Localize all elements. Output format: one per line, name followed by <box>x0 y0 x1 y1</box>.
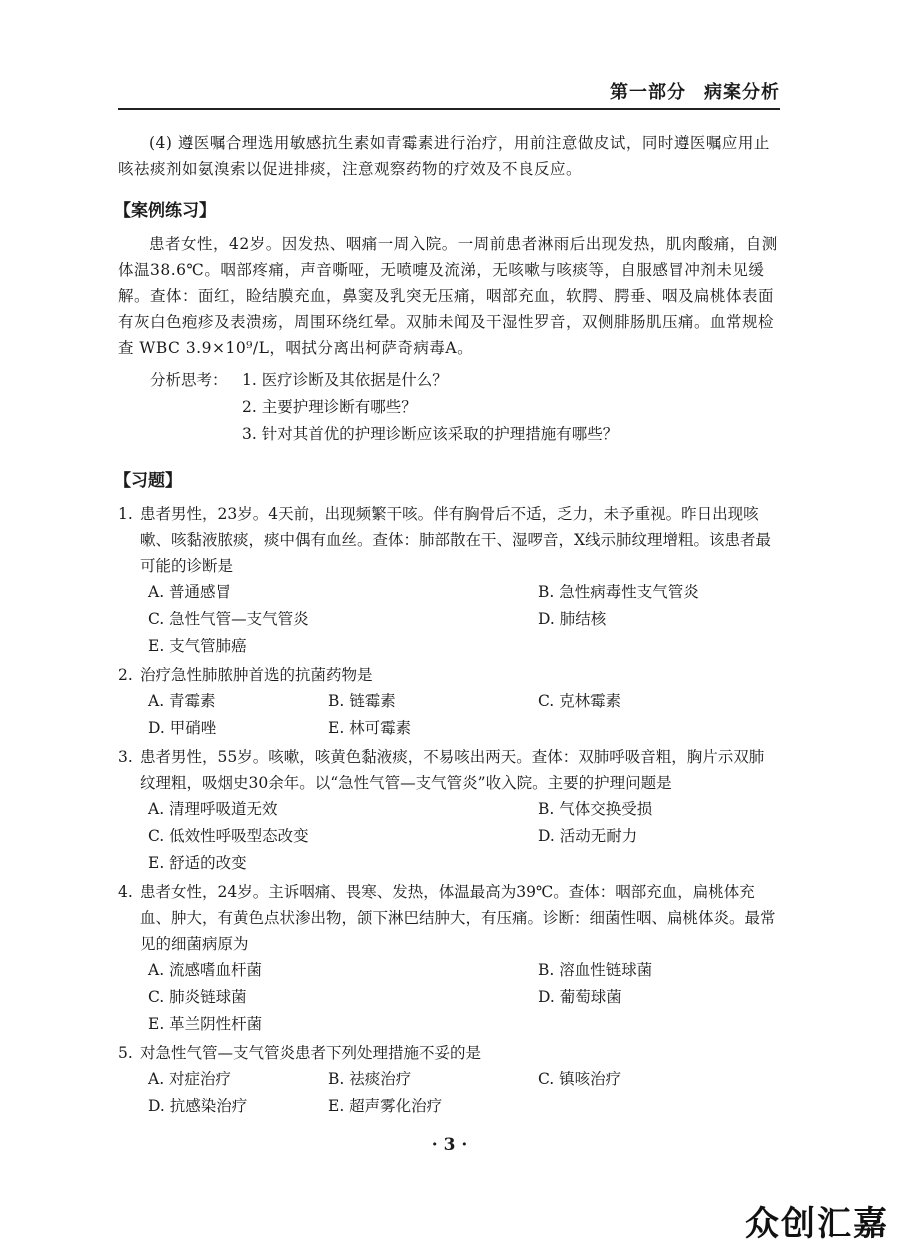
option: A. 清理呼吸道无效 <box>148 800 278 818</box>
option: B. 急性病毒性支气管炎 <box>538 583 699 601</box>
question-stem: 患者女性，24岁。主诉咽痛、畏寒、发热，体温最高为39℃。查体：咽部充血，扁桃体充血、肿大，有黄色点状渗出物，颌下淋巴结肿大，有压痛。诊断：细菌性咽、扁桃体炎。最常见的细菌病原为 <box>140 883 776 953</box>
option: D. 肺结核 <box>538 610 607 628</box>
option: C. 肺炎链球菌 <box>148 988 247 1006</box>
option: E. 支气管肺癌 <box>148 637 247 655</box>
option-list <box>148 796 778 877</box>
running-header <box>118 78 780 104</box>
option: C. 克林霉素 <box>538 692 622 710</box>
question-item <box>118 879 778 1038</box>
option: E. 革兰阴性杆菌 <box>148 1015 263 1033</box>
option: A. 普通感冒 <box>148 583 232 601</box>
question-item <box>118 662 778 742</box>
watermark-logo: 众创汇嘉 <box>745 1204 889 1244</box>
option: B. 溶血性链球菌 <box>538 961 653 979</box>
think-question: 1. 医疗诊断及其依据是什么？ <box>242 371 448 389</box>
option: A. 青霉素 <box>148 692 216 710</box>
question-number: 4. <box>118 883 133 901</box>
question-item <box>118 1040 778 1120</box>
option-list <box>148 579 778 660</box>
option-list <box>148 688 778 742</box>
option: C. 低效性呼吸型态改变 <box>148 827 309 845</box>
case-text: 患者女性，42岁。因发热、咽痛一周入院。一周前患者淋雨后出现发热，肌肉酸痛，自测体温38.6℃。咽部疼痛，声音嘶哑，无喷嚏及流涕，无咳嗽与咳痰等，自服感冒冲剂未见缓解。查体：面红，睑结膜充血，鼻窦及乳突无压痛，咽部充血，软腭、腭垂、咽及扁桃体表面有灰白色疱疹及表溃疡，周围环绕红晕。双肺未闻及干湿性罗音，双侧腓肠肌压痛。血常规检查 WBC 3.9×10⁹/L，咽拭分离出柯萨奇病毒A。 <box>118 235 778 357</box>
exercises-title: 【习题】 <box>114 471 182 491</box>
question-number: 3. <box>118 748 133 766</box>
option: D. 葡萄球菌 <box>538 988 622 1006</box>
question-number: 5. <box>118 1044 133 1062</box>
question-number: 1. <box>118 505 133 523</box>
option: D. 抗感染治疗 <box>148 1097 248 1115</box>
intro-paragraph: (4) 遵医嘱合理选用敏感抗生素如青霉素进行治疗，用前注意做皮试，同时遵医嘱应用止咳祛痰剂如氨溴索以促进排痰，注意观察药物的疗效及不良反应。 <box>118 134 770 178</box>
option-list <box>148 1066 778 1120</box>
option: E. 超声雾化治疗 <box>328 1097 443 1115</box>
question-item <box>118 501 778 660</box>
question-stem: 治疗急性肺脓肿首选的抗菌药物是 <box>140 666 373 684</box>
option: D. 活动无耐力 <box>538 827 638 845</box>
option: A. 流感嗜血杆菌 <box>148 961 263 979</box>
option: A. 对症治疗 <box>148 1070 232 1088</box>
question-stem: 患者男性，23岁。4天前，出现频繁干咳。伴有胸骨后不适，乏力，未予重视。昨日出现咳嗽、咳黏液脓痰，痰中偶有血丝。查体：肺部散在干、湿啰音，X线示肺纹理增粗。该患者最可能的诊断是 <box>140 505 772 575</box>
header-rule <box>118 108 780 110</box>
question-item <box>118 744 778 877</box>
option: E. 舒适的改变 <box>148 854 247 872</box>
question-stem: 对急性气管—支气管炎患者下列处理措施不妥的是 <box>140 1044 482 1062</box>
header-part: 第一部分 <box>610 82 686 103</box>
option: E. 林可霉素 <box>328 719 412 737</box>
question-stem: 患者男性，55岁。咳嗽，咳黄色黏液痰，不易咳出两天。查体：双肺呼吸音粗，胸片示双肺纹理粗，吸烟史30余年。以“急性气管—支气管炎”收入院。主要的护理问题是 <box>140 748 765 792</box>
option: B. 链霉素 <box>328 692 396 710</box>
option: B. 祛痰治疗 <box>328 1070 412 1088</box>
case-practice-title: 【案例练习】 <box>114 201 216 221</box>
question-number: 2. <box>118 666 133 684</box>
option-list <box>148 957 778 1038</box>
page-number: · 3 · <box>431 1135 468 1155</box>
option: C. 急性气管—支气管炎 <box>148 610 309 628</box>
option: B. 气体交换受损 <box>538 800 653 818</box>
think-question: 3. 针对其首优的护理诊断应该采取的护理措施有哪些？ <box>242 425 619 443</box>
think-label: 分析思考： <box>150 371 228 389</box>
think-question: 2. 主要护理诊断有哪些？ <box>242 398 417 416</box>
option: D. 甲硝唑 <box>148 719 217 737</box>
header-section: 病案分析 <box>704 82 780 103</box>
analysis-questions <box>150 367 778 448</box>
page-content <box>114 130 778 1120</box>
option: C. 镇咳治疗 <box>538 1070 622 1088</box>
